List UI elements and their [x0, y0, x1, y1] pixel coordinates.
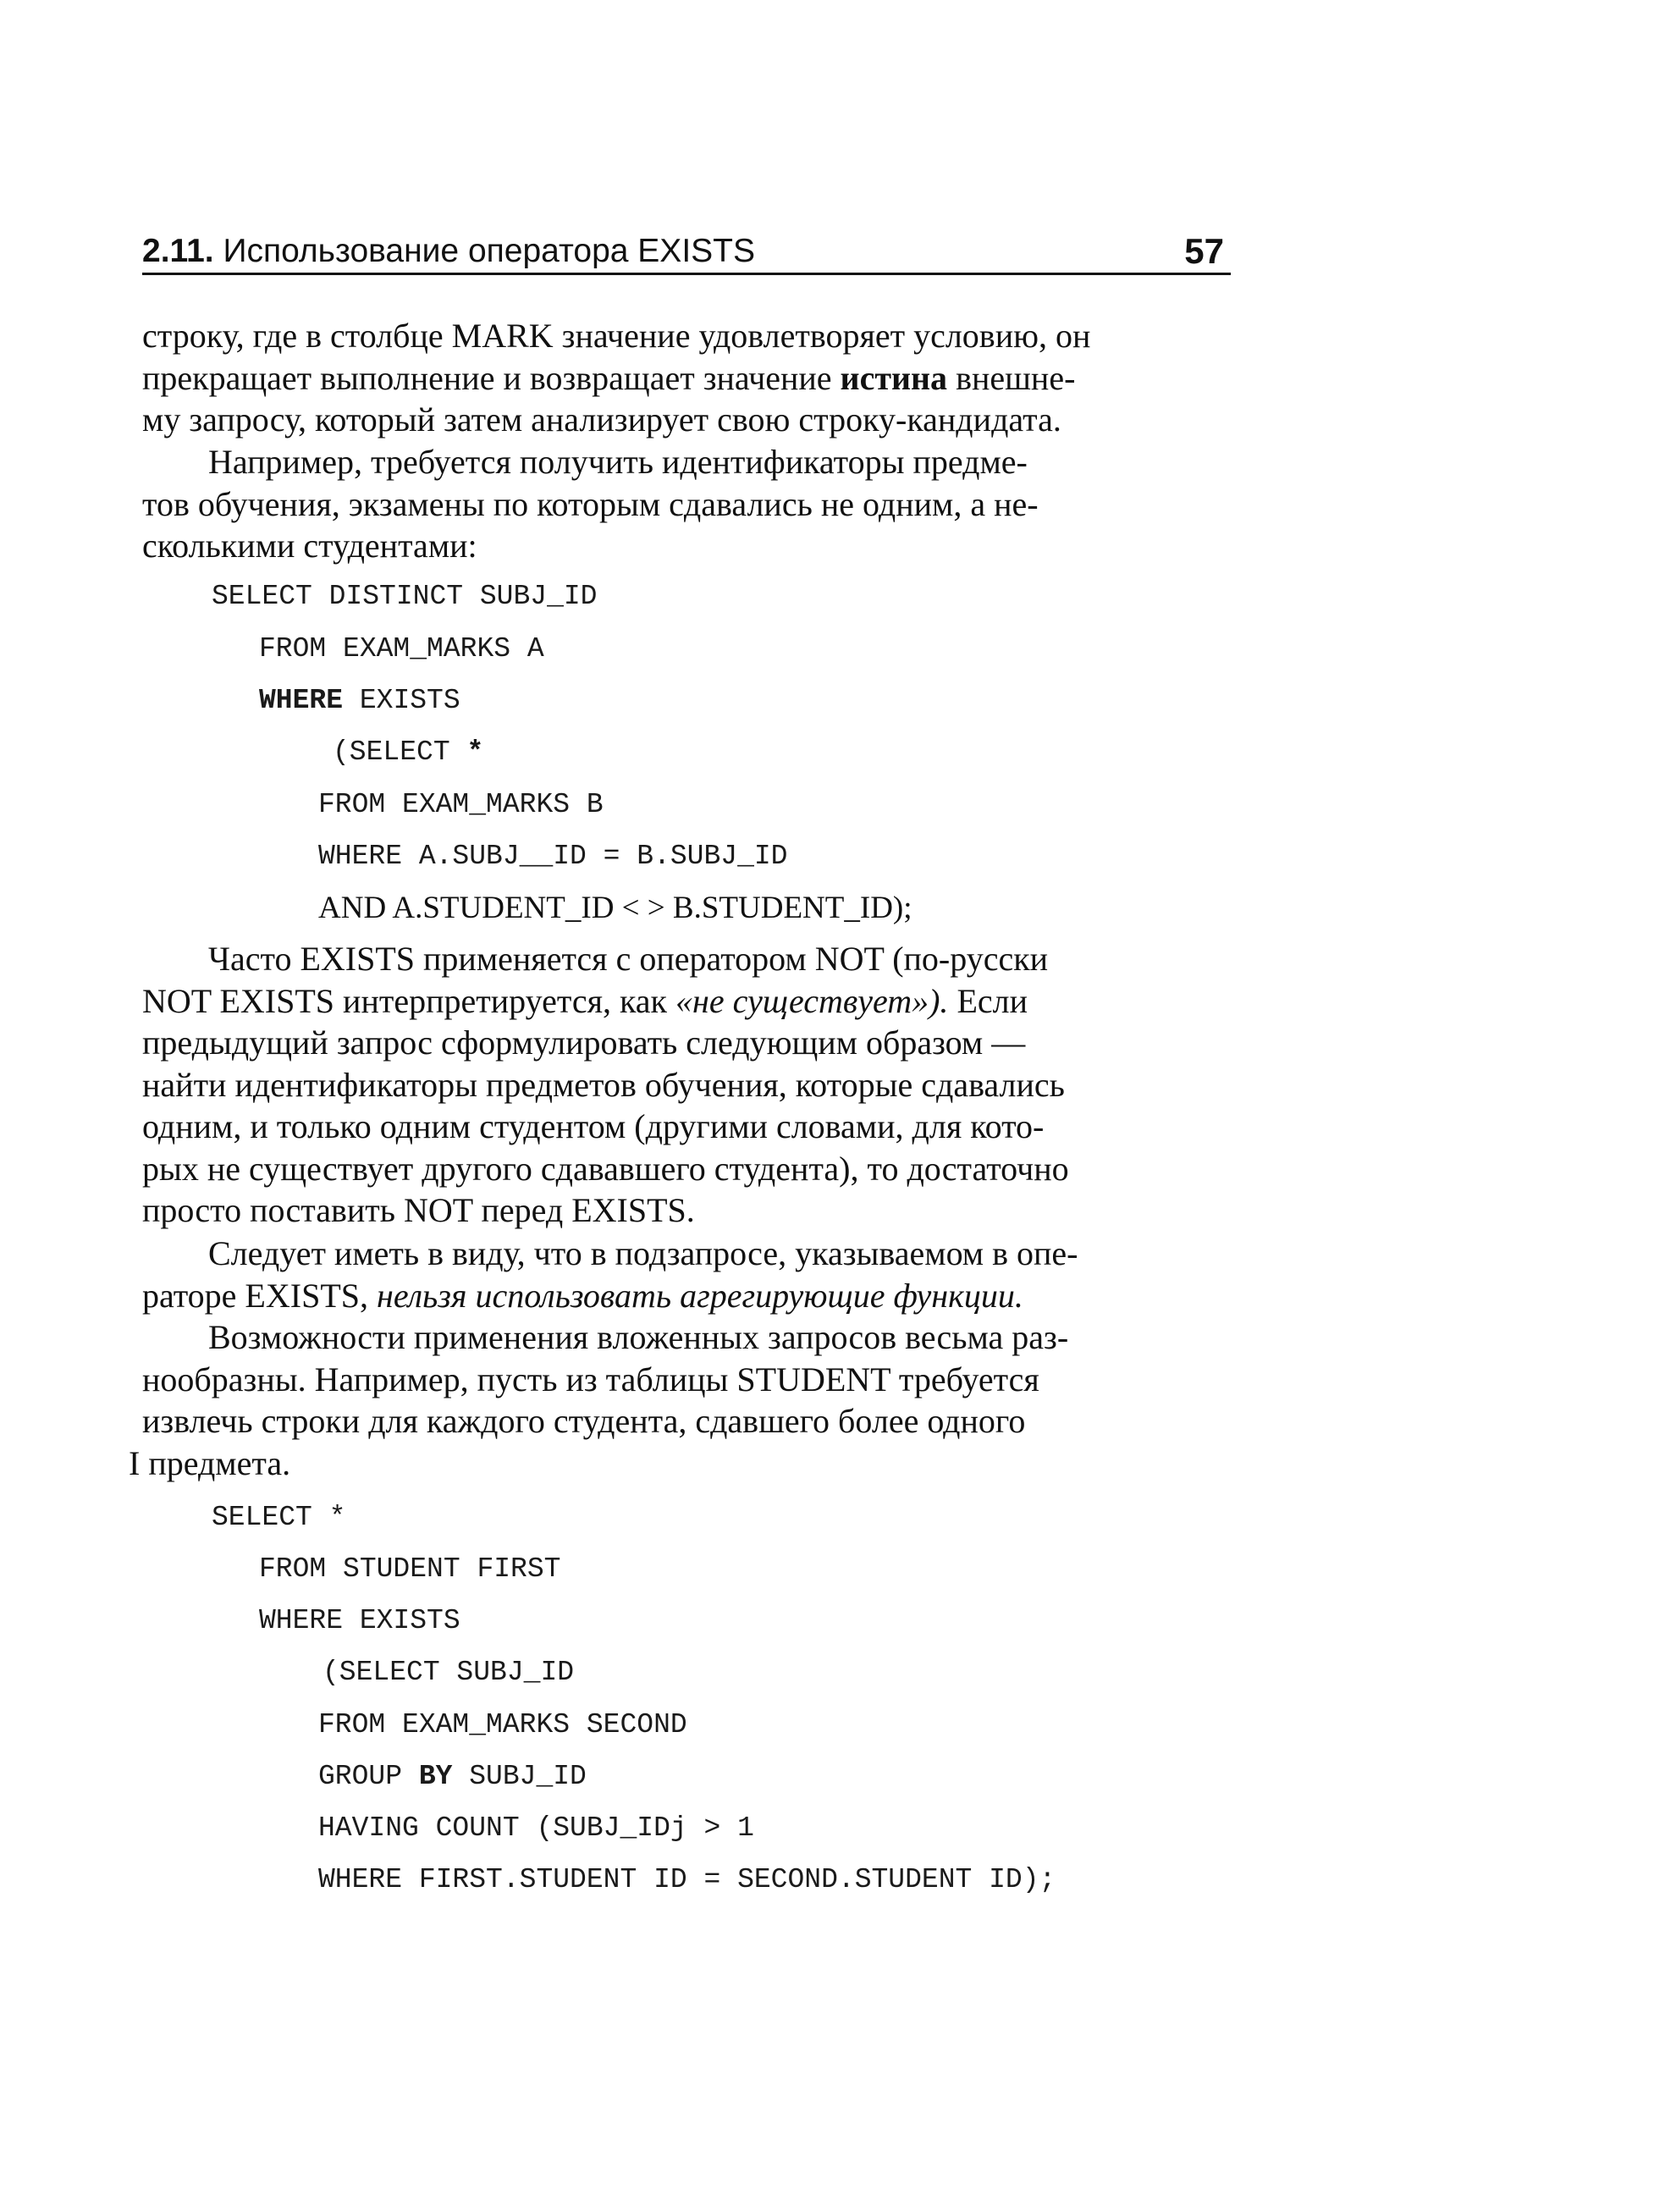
- paragraph-not-exists: [142, 938, 1231, 1232]
- text-line: му запросу, который затем анализирует свою строку-кандидата.: [142, 400, 1061, 439]
- text-line: сколькими студентами:: [142, 527, 477, 565]
- text-line: раторе EXISTS, нельзя использовать агрегирующие функции.: [142, 1276, 1023, 1315]
- paragraph-nested-queries: [129, 1316, 1231, 1484]
- code-line: (SELECT *: [333, 736, 484, 768]
- bold-term: истина: [840, 358, 948, 397]
- text-line: Возможности применения вложенных запросов весьма раз-: [208, 1318, 1069, 1356]
- code-line: FROM EXAM_MARKS B: [318, 789, 604, 820]
- paragraph-continuation: [142, 315, 1231, 441]
- code-line: FROM EXAM_MARKS SECOND: [318, 1709, 687, 1740]
- text-line: рых не существует другого сдававшего студента), то достаточно: [142, 1149, 1069, 1188]
- running-header: [142, 230, 1231, 275]
- code-line: WHERE FIRST.STUDENT ID = SECOND.STUDENT ID);: [318, 1864, 1056, 1895]
- text-line: I предмета.: [129, 1443, 291, 1482]
- italic-phrase: «не существует»).: [675, 981, 949, 1020]
- code-line: FROM STUDENT FIRST: [259, 1553, 561, 1585]
- text-line: NOT EXISTS интерпретируется, как «не существует»). Если: [142, 981, 1028, 1020]
- code-line: SELECT *: [212, 1502, 346, 1533]
- code-line: WHERE EXISTS: [259, 1605, 460, 1636]
- section-number: 2.11.: [142, 233, 214, 269]
- code-line: FROM EXAM_MARKS A: [259, 633, 544, 665]
- page-number: 57: [1184, 231, 1224, 271]
- text-line: Часто EXISTS применяется с оператором NOT (по-русски: [208, 940, 1049, 978]
- code-line: (SELECT SUBJ_ID: [323, 1657, 575, 1688]
- text-line: просто поставить NOT перед EXISTS.: [142, 1191, 695, 1229]
- text-line: нообразны. Например, пусть из таблицы STUDENT требуется: [142, 1360, 1039, 1398]
- paragraph-aggregate-note: [142, 1233, 1231, 1316]
- code-line: WHERE EXISTS: [259, 685, 460, 716]
- italic-phrase: нельзя использовать агрегирующие функции.: [377, 1276, 1023, 1315]
- text-line: Следует иметь в виду, что в подзапросе, указываемом в опе-: [208, 1234, 1078, 1272]
- code-line: AND A.STUDENT_ID < > B.STUDENT_ID);: [318, 891, 912, 925]
- code-line: SELECT DISTINCT SUBJ_ID: [212, 581, 598, 612]
- text-line: извлечь строки для каждого студента, сдавшего более одного: [142, 1402, 1026, 1440]
- text-line: тов обучения, экзамены по которым сдавались не одним, а не-: [142, 484, 1039, 523]
- text-line: найти идентификаторы предметов обучения, которые сдавались: [142, 1065, 1065, 1104]
- paragraph-example: [142, 441, 1231, 567]
- text-line: Например, требуется получить идентификаторы предме-: [208, 443, 1028, 481]
- text-line: прекращает выполнение и возвращает значение истина внешне-: [142, 358, 1076, 397]
- section-title: Использование оператора EXISTS: [223, 233, 756, 269]
- code-line: WHERE A.SUBJ__ID = B.SUBJ_ID: [318, 841, 788, 872]
- text-line: одним, и только одним студентом (другими словами, для кото-: [142, 1107, 1045, 1145]
- code-line: GROUP BY SUBJ_ID: [318, 1761, 587, 1792]
- text-line: строку, где в столбце MARK значение удовлетворяет условию, он: [142, 317, 1091, 355]
- code-line: HAVING COUNT (SUBJ_IDj > 1: [318, 1812, 754, 1844]
- text-line: предыдущий запрос сформулировать следующим образом —: [142, 1023, 1026, 1062]
